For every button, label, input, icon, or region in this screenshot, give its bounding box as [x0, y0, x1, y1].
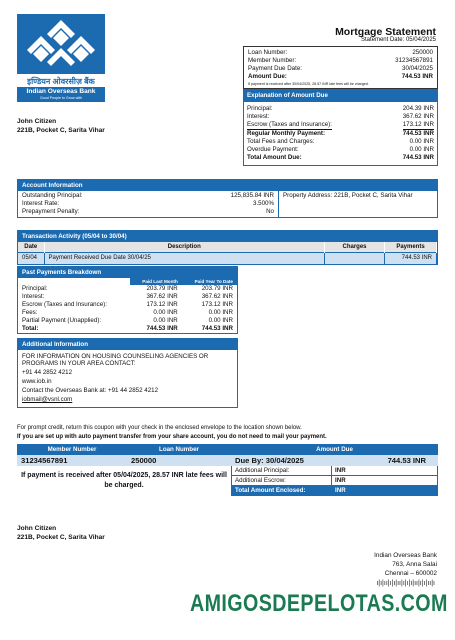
summary-label: Payment Due Date:	[248, 65, 302, 72]
amount-due-header: Amount Due	[316, 446, 353, 453]
bank-logo	[17, 14, 105, 100]
table-row	[18, 317, 237, 325]
explanation-value: 744.53 INR	[402, 130, 434, 137]
explanation-panel	[243, 89, 438, 166]
explanation-label: Overdue Payment:	[247, 146, 299, 153]
statement-date: Statement Date: 05/04/2025	[360, 37, 436, 43]
past-year-to-date: 203.79 INR	[201, 285, 233, 292]
account-information	[17, 179, 438, 218]
phone-number: +91 44 2852 4212	[22, 369, 73, 376]
summary-row	[248, 49, 433, 57]
past-year-to-date: 173.12 INR	[201, 301, 233, 308]
explanation-value: 0.00 INR	[409, 146, 434, 153]
past-payments-title: Past Payments Breakdown	[18, 267, 237, 278]
property-address	[279, 191, 417, 217]
account-row	[22, 192, 274, 200]
transaction-description: Payment Received Due Date 30/04/25	[44, 252, 325, 264]
explanation-row	[247, 105, 434, 113]
transaction-date: 05/04	[18, 252, 44, 264]
column-header: Charges	[325, 242, 385, 252]
instruction-line: For prompt credit, return this coupon with your check in the enclosed envelope to the location shown below.	[17, 425, 302, 431]
explanation-row	[247, 113, 434, 121]
transaction-charges	[325, 252, 385, 264]
customer-street: 221B, Pocket C, Sarita Vihar	[17, 127, 105, 134]
explanation-row	[247, 121, 434, 130]
account-row	[22, 208, 274, 216]
customer-name: John Citizen	[17, 525, 57, 532]
bank-name-hindi: इण्डियन ओवरसीज़ बैंक	[27, 77, 95, 86]
past-last-month: 744.53 INR	[146, 325, 178, 332]
loan-number-value: 250000	[127, 455, 231, 466]
loan-number-header: Loan Number	[159, 446, 199, 453]
customer-name: John Citizen	[17, 118, 57, 125]
account-label: Prepayment Penalty:	[22, 208, 80, 215]
account-label: Outstanding Principal:	[22, 192, 83, 199]
contact-line: Contact the Overseas Bank at: +91 44 2852 4212	[22, 387, 159, 394]
coupon-late-fee-note: If payment is received after 05/04/2025, 28.57 INR late fees will be charged.	[21, 472, 227, 489]
account-value: No	[266, 208, 274, 215]
account-row	[22, 200, 274, 208]
past-year-to-date: 0.00 INR	[208, 309, 233, 316]
summary-row	[248, 65, 433, 73]
enclosed-amounts	[231, 466, 438, 498]
enclosed-label: Additional Escrow:	[232, 476, 332, 485]
mailing-address	[17, 524, 105, 542]
column-header: Paid Last Month	[130, 278, 182, 285]
transaction-title: Transaction Activity (05/04 to 30/04)	[18, 231, 437, 242]
website-link[interactable]: www.iob.in	[22, 378, 52, 385]
summary-value: 744.53 INR	[401, 73, 433, 80]
explanation-label: Total Fees and Charges:	[247, 138, 315, 145]
late-fee-note: If payment is received after 30/04/2025, 28.57 INR late fees will be charged.	[248, 82, 369, 86]
additional-information	[17, 338, 238, 408]
past-last-month: 173.12 INR	[146, 301, 178, 308]
explanation-label: Escrow (Taxes and Insurance):	[247, 121, 332, 128]
past-last-month: 203.79 INR	[146, 285, 178, 292]
bank-name: Indian Overseas Bank	[17, 87, 105, 96]
column-header: Description	[44, 242, 325, 252]
enclosed-row	[231, 476, 438, 486]
watermark: AMIGOSDEPELOTAS.COM	[190, 590, 448, 617]
summary-label: Loan Number:	[248, 49, 288, 56]
past-year-to-date: 367.62 INR	[201, 293, 233, 300]
explanation-value: 0.00 INR	[409, 138, 434, 145]
past-year-to-date: 0.00 INR	[208, 317, 233, 324]
summary-label: Amount Due:	[248, 73, 287, 80]
transaction-payments: 744.53 INR	[385, 252, 437, 264]
past-label: Total:	[22, 325, 39, 332]
counseling-notice: FOR INFORMATION ON HOUSING COUNSELING AGENCIES OR PROGRAMS IN YOUR AREA CONTACT:	[22, 353, 209, 367]
summary-value: 31234567891	[395, 57, 433, 64]
table-row	[18, 285, 237, 293]
property-value: 221B, Pocket C, Sarita Vihar	[333, 192, 413, 199]
bank-tagline: Good People to Grow with	[17, 96, 105, 102]
table-row	[18, 301, 237, 309]
past-year-to-date: 744.53 INR	[201, 325, 233, 332]
due-by	[231, 455, 438, 466]
past-last-month: 367.62 INR	[146, 293, 178, 300]
due-by-amount: 744.53 INR	[387, 456, 426, 465]
explanation-label: Total Amount Due:	[247, 154, 302, 161]
due-by-date: Due By: 30/04/2025	[235, 456, 304, 465]
enclosed-label: Total Amount Enclosed:	[232, 486, 332, 495]
explanation-row	[247, 130, 434, 138]
enclosed-row	[231, 466, 438, 476]
bank-emblem-icon	[17, 14, 105, 74]
table-row	[18, 293, 237, 301]
transaction-table	[18, 242, 437, 264]
enclosed-value[interactable]: INR	[335, 467, 346, 474]
explanation-row	[247, 154, 434, 162]
past-last-month: 0.00 INR	[153, 317, 178, 324]
enclosed-row	[231, 486, 438, 496]
member-number-value: 31234567891	[17, 455, 127, 466]
customer-address	[17, 117, 105, 135]
explanation-row	[247, 146, 434, 154]
explanation-value: 744.53 INR	[402, 154, 434, 161]
summary-label: Member Number:	[248, 57, 297, 64]
past-label: Interest:	[22, 293, 45, 300]
additional-title: Additional Information	[18, 339, 237, 350]
past-label: Escrow (Taxes and Insurance):	[22, 301, 107, 308]
explanation-label: Regular Monthly Payment:	[247, 130, 326, 137]
account-value: 3.500%	[253, 200, 274, 207]
explanation-value: 204.39 INR	[402, 105, 434, 112]
customer-street: 221B, Pocket C, Sarita Vihar	[17, 534, 105, 541]
past-label: Principal:	[22, 285, 48, 292]
column-header: Paid Year To Date	[182, 278, 237, 285]
past-label: Partial Payment (Unapplied):	[22, 317, 102, 324]
remit-city: Chennai – 600002	[384, 570, 437, 577]
remittance-address	[374, 551, 437, 578]
account-title: Account Information	[18, 180, 437, 191]
explanation-label: Principal:	[247, 105, 273, 112]
payment-instructions	[17, 424, 438, 442]
column-header: Date	[18, 242, 44, 252]
summary-value: 250000	[412, 49, 433, 56]
summary-row	[248, 57, 433, 65]
account-label: Interest Rate:	[22, 200, 60, 207]
enclosed-value[interactable]: INR	[335, 477, 346, 484]
payment-coupon	[17, 444, 438, 498]
explanation-title: Explanation of Amount Due	[244, 90, 437, 102]
enclosed-value[interactable]: INR	[335, 487, 346, 494]
remit-name: Indian Overseas Bank	[374, 552, 437, 559]
postal-barcode: ı|ı|ıı|ı|ı|ıı|ı|ı|ı|ıı|ı|ı|ıı|ı	[376, 580, 435, 587]
past-label: Fees:	[22, 309, 38, 316]
summary-row	[248, 73, 433, 81]
email-link[interactable]: iobmail@vsnl.com	[22, 396, 73, 403]
table-row	[18, 309, 237, 317]
past-payments-table	[18, 278, 237, 333]
past-last-month: 0.00 INR	[153, 309, 178, 316]
explanation-value: 173.12 INR	[402, 121, 434, 128]
account-value: 125,835.84 INR	[230, 192, 274, 199]
remit-street: 763, Anna Salai	[392, 561, 437, 568]
table-row	[18, 325, 237, 333]
explanation-label: Interest:	[247, 113, 270, 120]
member-number-header: Member Number	[47, 446, 97, 453]
transaction-activity	[17, 230, 438, 265]
instruction-line-bold: If you are set up with auto payment transfer from your share account, you do not need to mail your payment.	[17, 434, 327, 440]
summary-value: 30/04/2025	[402, 65, 433, 72]
past-payments	[17, 266, 238, 334]
explanation-value: 367.62 INR	[402, 113, 434, 120]
explanation-row	[247, 138, 434, 146]
column-header: Payments	[385, 242, 437, 252]
enclosed-label: Additional Principal:	[232, 466, 332, 475]
table-row	[18, 252, 437, 264]
loan-summary	[243, 46, 438, 89]
property-label: Property Address:	[283, 192, 333, 199]
statement-title: Mortgage Statement	[335, 26, 436, 38]
